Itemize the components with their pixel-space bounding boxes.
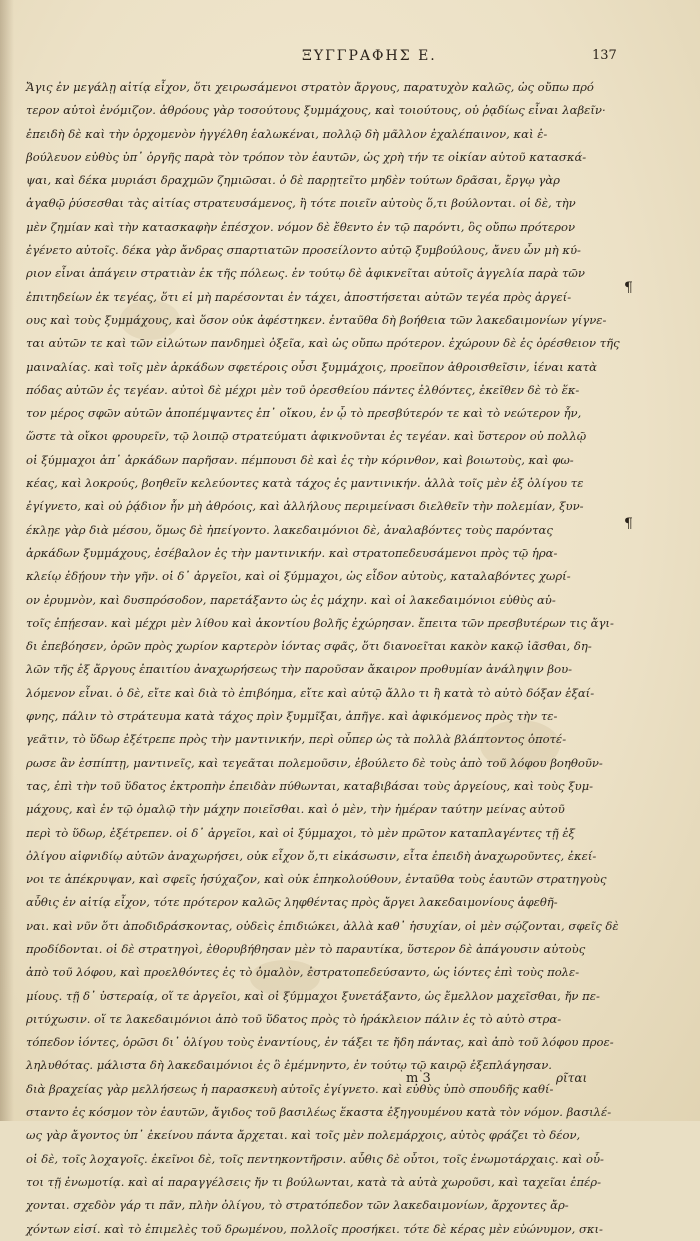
- text-line: περὶ τὸ ὕδωρ, ἐξέτρεπεν. οἱ δ᾽ ἀργεῖοι, καὶ οἱ ξύμμαχοι, τὸ μὲν πρῶτον καταπλαγέντες τῇ ἐξ: [26, 825, 575, 840]
- text-line: κλείῳ ἐδῄουν τὴν γῆν. οἱ δ᾽ ἀργεῖοι, καὶ οἱ ξύμμαχοι, ὡς εἶδον αὐτοὺς, καταλαβόντες χωρί-: [26, 569, 571, 584]
- text-line: τοῖς ἐπῄεσαν. καὶ μέχρι μὲν λίθου καὶ ἀκοντίου βολῆς ἐχώρησαν. ἔπειτα τῶν πρεσβυτέρων τις ἄγι-: [26, 615, 614, 630]
- text-line: λῶν τῆς ἐξ ἄργους ἐπαιτίου ἀναχωρήσεως τὴν παροῦσαν ἄκαιρον προθυμίαν ἀνάληψιν βου-: [26, 662, 573, 677]
- text-line: τον μέρος σφῶν αὐτῶν ἀποπέμψαντες ἐπ᾽ οἴκου, ἐν ᾧ τὸ πρεσβύτερόν τε καὶ τὸ νεώτερον ἦν,: [26, 406, 582, 421]
- text-line: χονται. σχεδὸν γάρ τι πᾶν, πλὴν ὀλίγου, τὸ στρατόπεδον τῶν λακεδαιμονίων, ἄρχοντες ἄρ-: [26, 1198, 569, 1213]
- text-line: ους καὶ τοὺς ξυμμάχους, καὶ ὅσον οὐκ ἀφέστηκεν. ἐνταῦθα δὴ βοήθεια τῶν λακεδαιμονίων γίγνε-: [26, 312, 607, 327]
- text-line: νοι τε ἀπέκρυψαν, καὶ σφεῖς ἡσύχαζον, καὶ οὐκ ἐπηκολούθουν, ἐνταῦθα τοὺς ἑαυτῶν στρατηγοὺς: [26, 872, 607, 887]
- text-line: σταντο ἐς κόσμον τὸν ἑαυτῶν, ἄγιδος τοῦ βασιλέως ἕκαστα ἐξηγουμένου κατὰ τὸν νόμον. βασιλέ-: [26, 1105, 612, 1120]
- text-line: τας, ἐπὶ τὴν τοῦ ὕδατος ἐκτροπὴν ἐπειδὰν πύθωνται, καταβιβάσαι τοὺς ἀργείους, καὶ τοὺς ξυμ-: [26, 778, 594, 793]
- text-line: φνης, πάλιν τὸ στράτευμα κατὰ τάχος πρὶν ξυμμῖξαι, ἀπῆγε. καὶ ἀφικόμενος πρὸς τὴν τε-: [26, 709, 558, 724]
- text-line: αὖθις ἐν αἰτίᾳ εἶχον, τότε πρότερον καλῶς ληφθέντας πρὸς ἄργει λακεδαιμονίους ἀφεθῆ-: [26, 895, 558, 910]
- text-line: οἱ ξύμμαχοι ἀπ᾽ ἀρκάδων παρῆσαν. πέμπουσι δὲ καὶ ἐς τὴν κόρινθον, καὶ βοιωτοὺς, καὶ φω-: [26, 452, 574, 467]
- text-line: λόμενον εἶναι. ὁ δὲ, εἴτε καὶ διὰ τὸ ἐπιβόημα, εἴτε καὶ αὐτῷ ἄλλο τι ἢ κατὰ τὸ αὐτὸ δόξαν ἐξαί-: [26, 685, 595, 700]
- text-line: τοι τῇ ἐνωμοτίᾳ. καὶ αἱ παραγγέλσεις ἤν τι βούλωνται, κατὰ τὰ αὐτὰ χωροῦσι, καὶ ταχεῖαι ἐπέρ-: [26, 1174, 602, 1189]
- body-text: [26, 76, 620, 1241]
- text-line: ἐγίγνετο, καὶ οὐ ῥᾴδιον ἦν μὴ ἀθρόοις, καὶ ἀλλήλους περιμείνασι διελθεῖν τὴν πολεμίαν, ξυν-: [26, 499, 584, 514]
- text-line: ναι. καὶ νῦν ὅτι ἀποδιδράσκοντας, οὐδεὶς ἐπιδιώκει, ἀλλὰ καθ᾽ ἡσυχίαν, οἱ μὲν σῴζονται, σφεῖς δὲ: [26, 918, 619, 933]
- text-line: πόδας αὐτῶν ἐς τεγέαν. αὐτοὶ δὲ μέχρι μὲν τοῦ ὀρεσθείου πάντες ἐλθόντες, ἐκεῖθεν δὲ τὸ ἕκ-: [26, 382, 580, 397]
- text-line: οἱ δὲ, τοῖς λοχαγοῖς. ἐκεῖνοι δὲ, τοῖς πεντηκοντῆρσιν. αὖθις δὲ οὗτοι, τοῖς ἐνωμοτάρχαις. καὶ οὗ-: [26, 1151, 604, 1166]
- text-line: ἀγαθῷ ῥύσεσθαι τὰς αἰτίας στρατευσάμενος, ἢ τότε ποιεῖν αὐτοὺς ὅ,τι βούλονται. οἱ δὲ, τὴν: [26, 196, 576, 211]
- signature-mark: m 3: [406, 1071, 431, 1086]
- margin-mark: ¶: [624, 516, 633, 532]
- gutter-shadow: [0, 0, 14, 1121]
- text-line: κέας, καὶ λοκρούς, βοηθεῖν κελεύοντες κατὰ τάχος ἐς μαντινικήν. ἀλλὰ τοῖς μὲν ἐξ ὀλίγου τε: [26, 476, 584, 491]
- text-line: ἐπιτηδείων ἐκ τεγέας, ὅτι εἰ μὴ παρέσονται ἐν τάχει, ἀποστήσεται αὐτῶν τεγέα πρὸς ἀργεί-: [26, 289, 572, 304]
- text-line: ριον εἶναι ἀπάγειν στρατιὰν ἐκ τῆς πόλεως. ἐν τούτῳ δὲ ἀφικνεῖται αὐτοῖς ἀγγελία παρὰ τῶν: [26, 266, 585, 281]
- text-line: μάχους, καὶ ἐν τῷ ὁμαλῷ τὴν μάχην ποιεῖσθαι. καὶ ὁ μὲν, τὴν ἡμέραν ταύτην μείνας αὐτοῦ: [26, 802, 565, 817]
- text-line: ὥστε τὰ οἴκοι φρουρεῖν, τῷ λοιπῷ στρατεύματι ἀφικνοῦνται ἐς τεγέαν. καὶ ὕστερον οὐ πολλῷ: [26, 429, 587, 444]
- text-line: τόπεδον ἰόντες, ὁρῶσι δι᾽ ὀλίγου τοὺς ἐναντίους, ἐν τάξει τε ἤδη πάντας, καὶ ἀπὸ τοῦ λόφου προε-: [26, 1035, 614, 1050]
- text-line: δι ἐπεβόησεν, ὁρῶν πρὸς χωρίον καρτερὸν ἰόντας σφᾶς, ὅτι διανοεῖται κακὸν κακῷ ἰᾶσθαι, δη-: [26, 639, 592, 654]
- text-line: ρωσε ἂν ἐσπίπτῃ, μαντινεῖς, καὶ τεγεᾶται πολεμοῦσιν, ἐβούλετο δὲ τοὺς ἀπὸ τοῦ λόφου βοηθοῦν-: [26, 755, 603, 770]
- text-line: χόντων εἰσί. καὶ τὸ ἐπιμελὲς τοῦ δρωμένου, πολλοῖς προσήκει. τότε δὲ κέρας μὲν εὐώνυμον, σκι-: [26, 1221, 603, 1236]
- text-line: γεᾶτιν, τὸ ὕδωρ ἐξέτρεπε πρὸς τὴν μαντινικήν, περὶ οὗπερ ὡς τὰ πολλὰ βλάπτοντος ὁποτέ-: [26, 732, 567, 747]
- text-line: ψαι, καὶ δέκα μυριάσι δραχμῶν ζημιῶσαι. ὁ δὲ παρῃτεῖτο μηδὲν τούτων δρᾶσαι, ἔργῳ γὰρ: [26, 173, 560, 188]
- catchword: ρῖται: [556, 1071, 588, 1085]
- text-line: ἐγένετο αὐτοῖς. δέκα γὰρ ἄνδρας σπαρτιατῶν προσείλοντο αὐτῷ ξυμβούλους, ἄνευ ὧν μὴ κύ-: [26, 243, 581, 258]
- margin-mark: ¶: [624, 280, 633, 296]
- text-line: ἀρκάδων ξυμμάχους, ἐσέβαλον ἐς τὴν μαντινικήν. καὶ στρατοπεδευσάμενοι πρὸς τῷ ἡρα-: [26, 545, 558, 560]
- text-line: ἀπὸ τοῦ λόφου, καὶ προελθόντες ἐς τὸ ὁμαλὸν, ἐστρατοπεδεύσαντο, ὡς ἰόντες ἐπὶ τοὺς πολε-: [26, 965, 580, 980]
- text-line: μίους. τῇ δ᾽ ὑστεραίᾳ, οἵ τε ἀργεῖοι, καὶ οἱ ξύμμαχοι ξυνετάξαντο, ὡς ἔμελλον μαχεῖσθαι, ἤν πε-: [26, 988, 600, 1003]
- text-line: μὲν ζημίαν καὶ τὴν κατασκαφὴν ἐπέσχον. νόμον δὲ ἔθεντο ἐν τῷ παρόντι, ὃς οὔπω πρότερον: [26, 219, 576, 234]
- text-line: ριτύχωσιν. οἵ τε λακεδαιμόνιοι ἀπὸ τοῦ ὕδατος πρὸς τὸ ἡράκλειον πάλιν ἐς τὸ αὐτὸ στρα-: [26, 1011, 562, 1026]
- text-line: ον ἐρυμνὸν, καὶ δυσπρόσοδον, παρετάξαντο ὡς ἐς μάχην. καὶ οἱ λακεδαιμόνιοι εὐθὺς αὐ-: [26, 592, 556, 607]
- text-line: ται αὐτῶν τε καὶ τῶν εἱλώτων πανδημεὶ ὀξεῖα, καὶ ὡς οὔπω πρότερον. ἐχώρουν δὲ ἐς ὀρέσθειον τῆς: [26, 336, 620, 351]
- text-line: τερον αὐτοὶ ἐνόμιζον. ἀθρόους γὰρ τοσούτους ξυμμάχους, καὶ τοιούτους, οὐ ῥᾳδίως εἶναι λαβεῖν·: [26, 103, 606, 118]
- text-line: ληλυθότας. μάλιστα δὴ λακεδαιμόνιοι ἐς ὃ ἐμέμνηντο, ἐν τούτῳ τῷ καιρῷ ἐξεπλάγησαν.: [26, 1058, 552, 1073]
- running-title: ΞΥΓΓΡΑΦΗΣ Ε.: [302, 48, 437, 64]
- text-line: μαιναλίας. καὶ τοῖς μὲν ἀρκάδων σφετέροις οὖσι ξυμμάχοις, προεῖπον ἀθροισθεῖσιν, ἰέναι κατὰ: [26, 359, 597, 374]
- text-line: ὀλίγου αἰφνιδίῳ αὐτῶν ἀναχωρήσει, οὐκ εἶχον ὅ,τι εἰκάσωσιν, εἶτα ἐπειδὴ ἀναχωροῦντες, ἐκεί-: [26, 848, 597, 863]
- text-line: έκλῃε γὰρ διὰ μέσου, ὅμως δὲ ἠπείγοντο. λακεδαιμόνιοι δὲ, ἀναλαβόντες τοὺς παρόντας: [26, 522, 553, 537]
- text-line: προδίδονται. οἱ δὲ στρατηγοὶ, ἐθορυβήθησαν μὲν τὸ παραυτίκα, ὕστερον δὲ ἀπάγουσιν αὐτοὺς: [26, 941, 586, 956]
- page-number: 137: [592, 48, 617, 63]
- text-line: Ἄγις ἐν μεγάλῃ αἰτίᾳ εἶχον, ὅτι χειρωσάμενοι στρατὸν ἄργους, παρατυχὸν καλῶς, ὡς οὔπω πρό: [26, 80, 594, 94]
- running-head: [0, 48, 700, 70]
- text-line: ἐπειδὴ δὲ καὶ τὴν ὀρχομενὸν ἠγγέλθη ἑαλωκέναι, πολλῷ δὴ μᾶλλον ἐχαλέπαινον, καὶ ἐ-: [26, 126, 548, 141]
- text-line: ως γὰρ ἄγοντος ὑπ᾽ ἐκείνου πάντα ἄρχεται. καὶ τοῖς μὲν πολεμάρχοις, αὐτὸς φράζει τὸ δέον,: [26, 1128, 581, 1143]
- text-line: βούλευον εὐθὺς ὑπ᾽ ὀργῆς παρὰ τὸν τρόπον τὸν ἑαυτῶν, ὡς χρὴ τήν τε οἰκίαν αὐτοῦ κατασκά-: [26, 149, 587, 164]
- text-line: διὰ βραχείας γὰρ μελλήσεως ἡ παρασκευὴ αὐτοῖς ἐγίγνετο. καὶ εὐθὺς ὑπὸ σπουδῆς καθί-: [26, 1081, 554, 1096]
